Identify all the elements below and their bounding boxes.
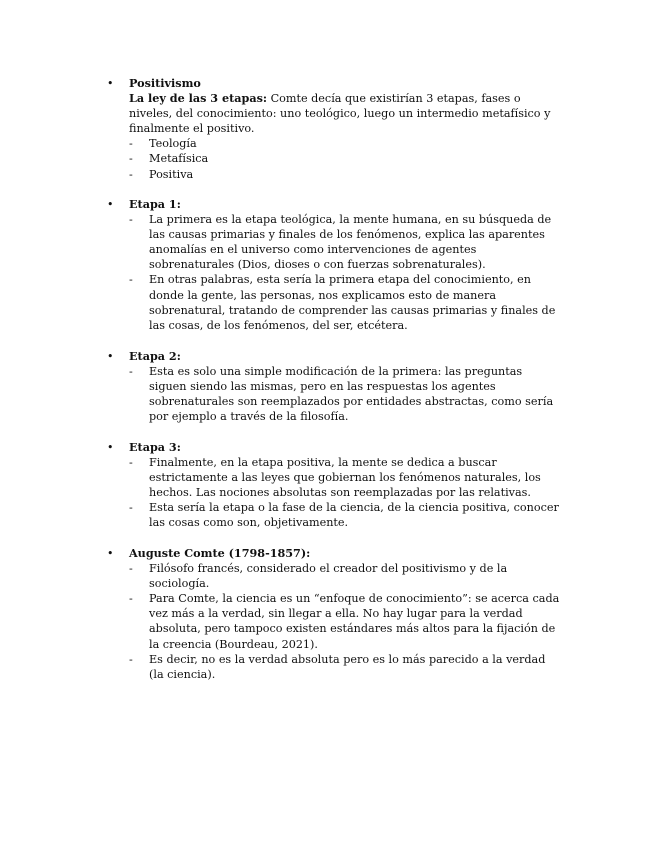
list-item [129, 272, 562, 332]
section-auguste-comte [107, 546, 562, 682]
section-title: Etapa 2: [129, 349, 181, 363]
section-etapa-1 [107, 197, 562, 333]
list-item-text: Teología [149, 137, 197, 151]
bullet-marker: • [107, 441, 114, 454]
section-etapa-2 [107, 349, 562, 424]
dash-marker: - [129, 167, 133, 181]
dash-marker: - [129, 152, 133, 166]
list-item-text: Para Comte, la ciencia es un “enfoque de conocimiento”: se acerca cada vez más a la verdad, sin llegar a ella. No hay lugar para la verdad absoluta, pero tampoco existen estándares más altos para la fijación de la creencia (Bourdeau, 2021). [149, 592, 560, 651]
bullet-marker: • [107, 350, 114, 363]
dash-list [129, 212, 562, 333]
dash-marker: - [129, 501, 133, 515]
dash-list [129, 561, 562, 682]
list-item-text: Esta es solo una simple modificación de la primera: las preguntas siguen siendo las mismas, pero en las respuestas los agentes sobrenaturales son reemplazados por entidades abstractas, como sería por ejemplo a través de la filosofía. [149, 365, 554, 424]
intro-rest: Comte decía que existirían 3 etapas, fases o niveles, del conocimiento: uno teológico, luego un intermedio metafísico y finalmente el positivo. [129, 92, 551, 136]
list-item-text: Filósofo francés, considerado el creador del positivismo y de la sociología. [149, 562, 508, 591]
list-item [129, 212, 562, 272]
dash-marker: - [129, 365, 133, 379]
list-item [129, 455, 562, 500]
list-item-text: La primera es la etapa teológica, la mente humana, en su búsqueda de las causas primarias y finales de los fenómenos, explica las aparentes anomalías en el universo como intervenciones de agentes sobrenaturales (Dios, dioses o con fuerzas sobrenaturales). [149, 213, 552, 272]
list-item-text: Finalmente, en la etapa positiva, la mente se dedica a buscar estrictamente a las leyes que gobiernan los fenómenos naturales, los hechos. Las nociones absolutas son reemplazadas por las relativas. [149, 456, 541, 500]
dash-marker: - [129, 562, 133, 576]
dash-marker: - [129, 137, 133, 151]
section-positivismo [107, 76, 562, 182]
list-item [129, 500, 562, 530]
dash-marker: - [129, 592, 133, 606]
dash-marker: - [129, 273, 133, 287]
section-title: Etapa 1: [129, 197, 181, 211]
section-title: Auguste Comte (1798-1857): [129, 546, 311, 560]
dash-list [129, 136, 562, 181]
dash-list [129, 364, 562, 424]
intro-bold: La ley de las 3 etapas: [129, 91, 268, 106]
dash-marker: - [129, 652, 133, 666]
list-item [129, 167, 562, 182]
bullet-marker: • [107, 198, 114, 211]
dash-list [129, 455, 562, 530]
list-item-text: Positiva [149, 167, 194, 181]
dash-marker: - [129, 213, 133, 227]
dash-marker: - [129, 456, 133, 470]
list-item-text: En otras palabras, esta sería la primera etapa del conocimiento, en donde la gente, las personas, nos explicamos esto de manera sobrenatural, tratando de comprender las causas primarias y finales de las cosas, de los fenómenos, del ser, etcétera. [149, 273, 556, 332]
list-item [129, 561, 562, 591]
section-title: Positivismo [129, 76, 201, 90]
list-item [129, 591, 562, 651]
section-intro [129, 91, 562, 136]
list-item [129, 151, 562, 166]
section-title: Etapa 3: [129, 440, 181, 454]
list-item [129, 136, 562, 151]
list-item-text: Es decir, no es la verdad absoluta pero es lo más parecido a la verdad (la ciencia). [149, 652, 546, 681]
list-item [129, 364, 562, 424]
section-etapa-3 [107, 440, 562, 531]
bullet-marker: • [107, 547, 114, 560]
list-item-text: Esta sería la etapa o la fase de la ciencia, de la ciencia positiva, conocer las cosas como son, objetivamente. [149, 501, 559, 530]
bullet-marker: • [107, 77, 114, 90]
list-item [129, 652, 562, 682]
list-item-text: Metafísica [149, 152, 209, 166]
